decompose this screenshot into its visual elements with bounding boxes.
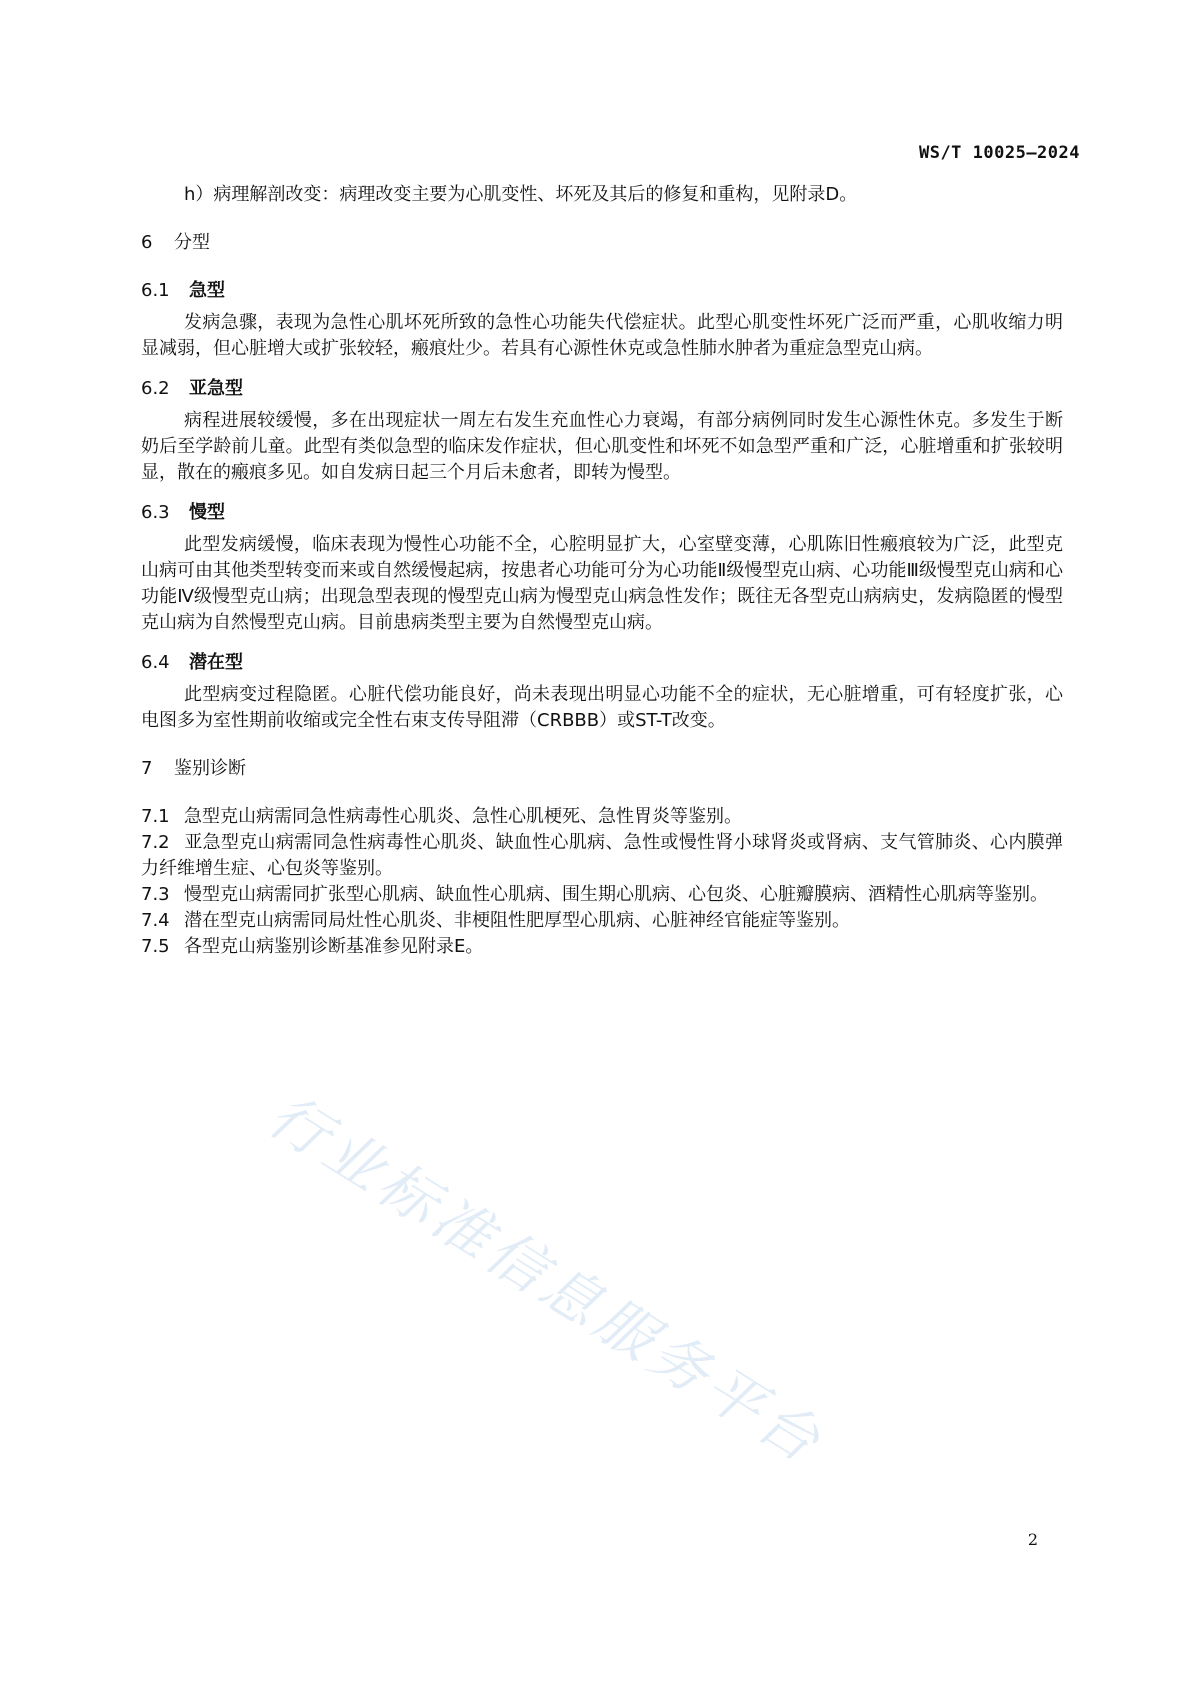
item-number: 7.1: [141, 806, 170, 827]
section-6-4-text: 此型病变过程隐匿。心脏代偿功能良好，尚未表现出明显心功能不全的症状，无心脏增重，可有轻度扩张，心电图多为室性期前收缩或完全性右束支传导阻滞（CRBBB）或ST-T改变。: [141, 684, 1063, 731]
section-6-4-heading: [141, 650, 1063, 676]
section-6-1-heading: [141, 278, 1063, 304]
section-title: 分型: [174, 232, 210, 253]
watermark: 行业标准信息服务平台: [257, 1081, 836, 1478]
list-item: [141, 882, 1063, 908]
section-6-1-text: 发病急骤，表现为急性心肌坏死所致的急性心功能失代偿症状。此型心肌变性坏死广泛而严重，心肌收缩力明显减弱，但心脏增大或扩张较轻，瘢痕灶少。若具有心源性休克或急性肺水肿者为重症急型克山病。: [141, 312, 1063, 359]
item-text: 潜在型克山病需同局灶性心肌炎、非梗阻性肥厚型心肌病、心脏神经官能症等鉴别。: [184, 910, 850, 931]
item-text: 各型克山病鉴别诊断基准参见附录E。: [184, 936, 484, 957]
list-item: [141, 908, 1063, 934]
standard-number: WS/T 10025—2024: [918, 143, 1080, 163]
item-text: 急型克山病需同急性病毒性心肌炎、急性心肌梗死、急性胃炎等鉴别。: [184, 806, 742, 827]
section-7-heading: [141, 756, 1063, 782]
section-6-3-heading: [141, 500, 1063, 526]
intro-paragraph: h）病理解剖改变：病理改变主要为心肌变性、坏死及其后的修复和重构，见附录D。: [184, 184, 858, 205]
subsection-title: 急型: [189, 280, 225, 301]
subsection-title: 亚急型: [189, 378, 243, 399]
item-number: 7.2: [141, 832, 170, 853]
section-number: 7: [141, 758, 153, 779]
subsection-title: 潜在型: [189, 652, 243, 673]
subsection-number: 6.4: [141, 652, 170, 673]
section-6-3-text: 此型发病缓慢，临床表现为慢性心功能不全，心腔明显扩大，心室壁变薄，心肌陈旧性瘢痕较为广泛，此型克山病可由其他类型转变而来或自然缓慢起病，按患者心功能可分为心功能Ⅱ级慢型克山病、心功能Ⅲ级慢型克山病和心功能Ⅳ级慢型克山病；出现急型表现的慢型克山病为慢型克山病急性发作；既往无各型克山病病史，发病隐匿的慢型克山病为自然慢型克山病。目前患病类型主要为自然慢型克山病。: [141, 534, 1063, 633]
section-title: 鉴别诊断: [174, 758, 246, 779]
item-number: 7.4: [141, 910, 170, 931]
item-text: 亚急型克山病需同急性病毒性心肌炎、缺血性心肌病、急性或慢性肾小球肾炎或肾病、支气管肺炎、心内膜弹力纤维增生症、心包炎等鉴别。: [141, 832, 1063, 879]
list-item: [141, 830, 1063, 882]
item-number: 7.5: [141, 936, 170, 957]
subsection-number: 6.2: [141, 378, 170, 399]
section-6-2-text: 病程进展较缓慢，多在出现症状一周左右发生充血性心力衰竭，有部分病例同时发生心源性休克。多发生于断奶后至学龄前儿童。此型有类似急型的临床发作症状，但心肌变性和坏死不如急型严重和广泛，心脏增重和扩张较明显，散在的瘢痕多见。如自发病日起三个月后未愈者，即转为慢型。: [141, 410, 1063, 483]
subsection-number: 6.1: [141, 280, 170, 301]
section-6-heading: [141, 230, 1063, 256]
page-number: 2: [1027, 1530, 1038, 1549]
list-item: [141, 804, 1063, 830]
section-6-2-heading: [141, 376, 1063, 402]
document-body: [141, 182, 1063, 960]
subsection-number: 6.3: [141, 502, 170, 523]
list-item: [141, 934, 1063, 960]
subsection-title: 慢型: [189, 502, 225, 523]
item-number: 7.3: [141, 884, 170, 905]
item-text: 慢型克山病需同扩张型心肌病、缺血性心肌病、围生期心肌病、心包炎、心脏瓣膜病、酒精性心肌病等鉴别。: [184, 884, 1048, 905]
section-number: 6: [141, 232, 153, 253]
